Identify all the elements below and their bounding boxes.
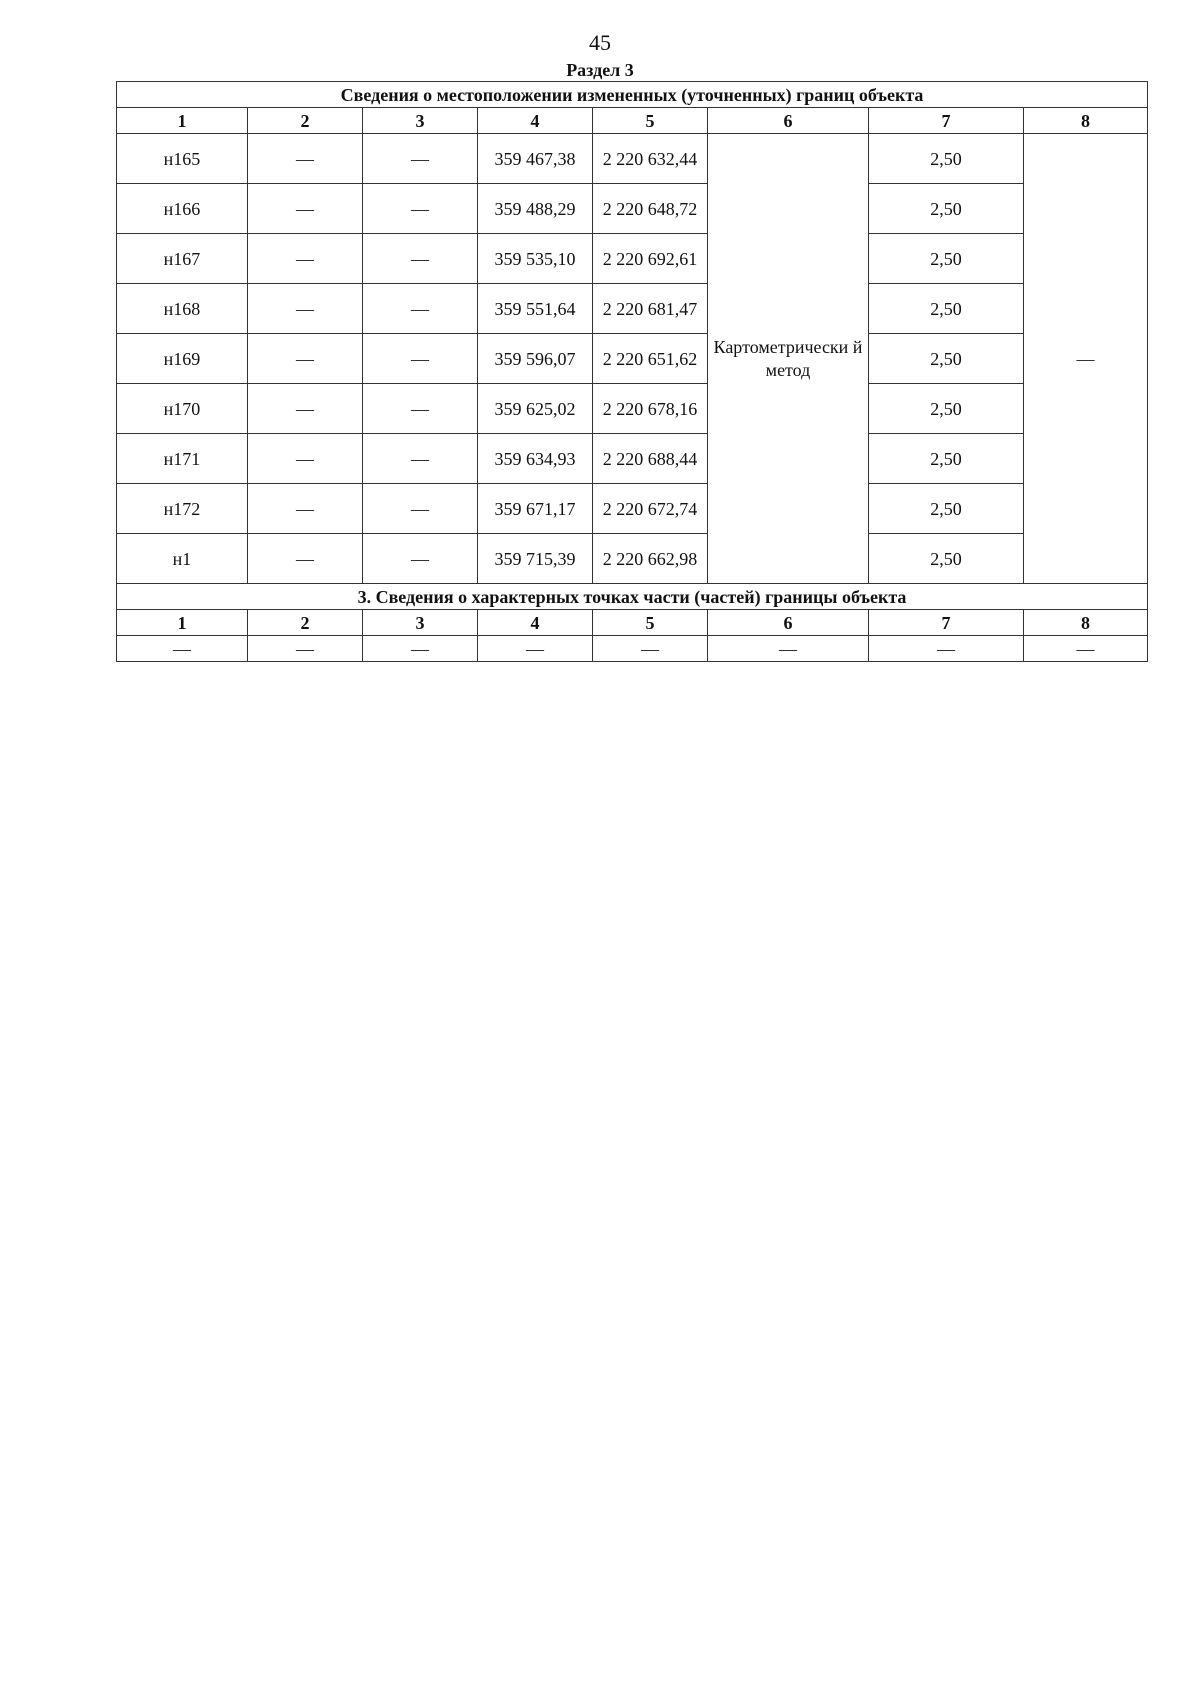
table-row: [117, 534, 1148, 584]
x-coordinate-cell: 359 634,93: [478, 434, 593, 484]
x-coordinate-cell: 359 535,10: [478, 234, 593, 284]
col3-cell: —: [363, 334, 478, 384]
column-number-header: 5: [593, 610, 708, 636]
point-name-cell: н166: [117, 184, 248, 234]
column-number-header: 6: [708, 108, 869, 134]
x-coordinate-cell: 359 596,07: [478, 334, 593, 384]
empty-cell: —: [708, 636, 869, 662]
col3-cell: —: [363, 134, 478, 184]
col3-cell: —: [363, 184, 478, 234]
table-row: [117, 134, 1148, 184]
column-number-header: 2: [248, 610, 363, 636]
col3-cell: —: [363, 234, 478, 284]
accuracy-cell: 2,50: [869, 484, 1024, 534]
y-coordinate-cell: 2 220 692,61: [593, 234, 708, 284]
table-row: [117, 284, 1148, 334]
table-row: [117, 234, 1148, 284]
column-number-header: 2: [248, 108, 363, 134]
column-number-header: 7: [869, 610, 1024, 636]
empty-cell: —: [363, 636, 478, 662]
col3-cell: —: [363, 484, 478, 534]
empty-cell: —: [248, 636, 363, 662]
accuracy-cell: 2,50: [869, 234, 1024, 284]
table-row: [117, 636, 1148, 662]
accuracy-cell: 2,50: [869, 434, 1024, 484]
column-number-header: 5: [593, 108, 708, 134]
method-cell: Картометрически й метод: [708, 134, 869, 584]
y-coordinate-cell: 2 220 651,62: [593, 334, 708, 384]
col2-cell: —: [248, 234, 363, 284]
accuracy-cell: 2,50: [869, 334, 1024, 384]
point-name-cell: н171: [117, 434, 248, 484]
column-number-header: 6: [708, 610, 869, 636]
empty-cell: —: [117, 636, 248, 662]
col2-cell: —: [248, 284, 363, 334]
col2-cell: —: [248, 534, 363, 584]
y-coordinate-cell: 2 220 681,47: [593, 284, 708, 334]
column-number-header: 8: [1024, 108, 1148, 134]
y-coordinate-cell: 2 220 672,74: [593, 484, 708, 534]
column-number-header: 1: [117, 108, 248, 134]
page-number: 45: [589, 30, 611, 55]
y-coordinate-cell: 2 220 678,16: [593, 384, 708, 434]
col3-cell: —: [363, 434, 478, 484]
point-name-cell: н170: [117, 384, 248, 434]
column-number-row: [117, 610, 1148, 636]
point-name-cell: н167: [117, 234, 248, 284]
column-number-header: 1: [117, 610, 248, 636]
x-coordinate-cell: 359 671,17: [478, 484, 593, 534]
table-row: [117, 184, 1148, 234]
boundary-table: [116, 81, 1148, 662]
empty-cell: —: [593, 636, 708, 662]
x-coordinate-cell: 359 715,39: [478, 534, 593, 584]
column-number-header: 7: [869, 108, 1024, 134]
point-name-cell: н168: [117, 284, 248, 334]
x-coordinate-cell: 359 467,38: [478, 134, 593, 184]
table-row: [117, 434, 1148, 484]
col3-cell: —: [363, 284, 478, 334]
col8-cell: —: [1024, 134, 1148, 584]
x-coordinate-cell: 359 488,29: [478, 184, 593, 234]
y-coordinate-cell: 2 220 688,44: [593, 434, 708, 484]
table-caption: 3. Сведения о характерных точках части (частей) границы объекта: [117, 584, 1148, 610]
accuracy-cell: 2,50: [869, 134, 1024, 184]
accuracy-cell: 2,50: [869, 534, 1024, 584]
col2-cell: —: [248, 434, 363, 484]
accuracy-cell: 2,50: [869, 284, 1024, 334]
accuracy-cell: 2,50: [869, 384, 1024, 434]
column-number-row: [117, 108, 1148, 134]
table-row: [117, 384, 1148, 434]
x-coordinate-cell: 359 625,02: [478, 384, 593, 434]
accuracy-cell: 2,50: [869, 184, 1024, 234]
y-coordinate-cell: 2 220 632,44: [593, 134, 708, 184]
col2-cell: —: [248, 134, 363, 184]
col2-cell: —: [248, 334, 363, 384]
point-name-cell: н165: [117, 134, 248, 184]
col2-cell: —: [248, 484, 363, 534]
table-caption: Сведения о местоположении измененных (уточненных) границ объекта: [117, 82, 1148, 108]
y-coordinate-cell: 2 220 662,98: [593, 534, 708, 584]
col3-cell: —: [363, 534, 478, 584]
y-coordinate-cell: 2 220 648,72: [593, 184, 708, 234]
point-name-cell: н1: [117, 534, 248, 584]
point-name-cell: н172: [117, 484, 248, 534]
empty-cell: —: [478, 636, 593, 662]
column-number-header: 4: [478, 610, 593, 636]
point-name-cell: н169: [117, 334, 248, 384]
table-row: [117, 484, 1148, 534]
x-coordinate-cell: 359 551,64: [478, 284, 593, 334]
section-title: Раздел 3: [566, 60, 634, 80]
col3-cell: —: [363, 384, 478, 434]
column-number-header: 3: [363, 108, 478, 134]
empty-cell: —: [1024, 636, 1148, 662]
empty-cell: —: [869, 636, 1024, 662]
table-caption-row: [117, 584, 1148, 610]
column-number-header: 8: [1024, 610, 1148, 636]
col2-cell: —: [248, 384, 363, 434]
table-row: [117, 334, 1148, 384]
col2-cell: —: [248, 184, 363, 234]
column-number-header: 3: [363, 610, 478, 636]
column-number-header: 4: [478, 108, 593, 134]
table-caption-row: [117, 82, 1148, 108]
